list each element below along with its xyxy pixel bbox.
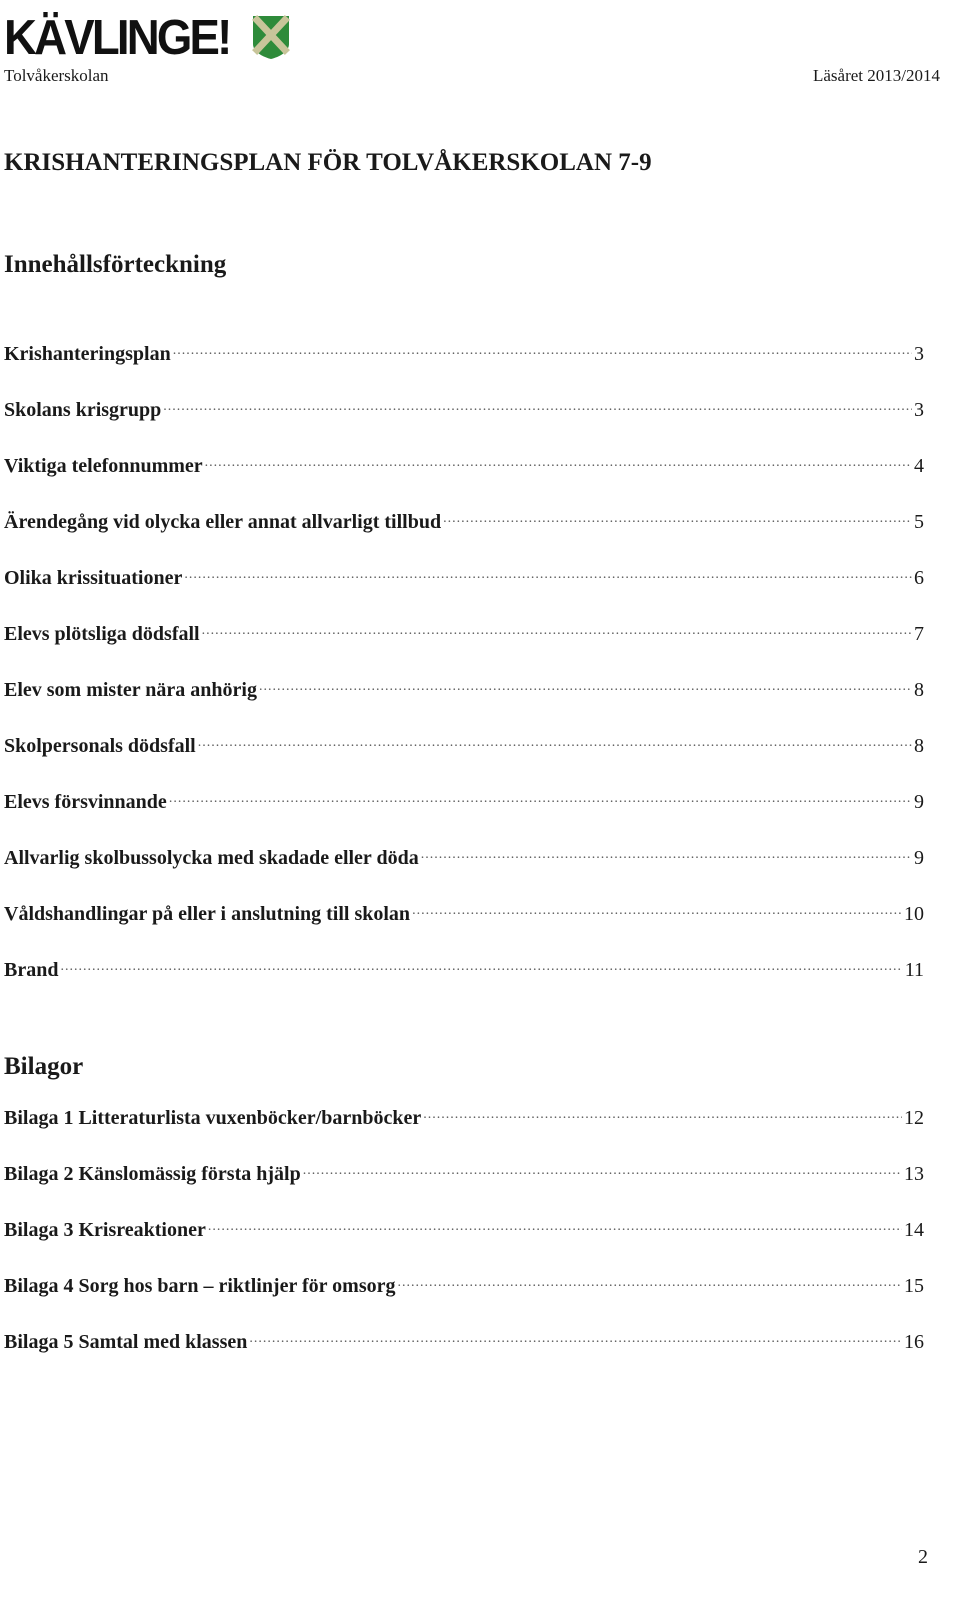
appendix-entry-page: 16 xyxy=(904,1331,924,1353)
toc-dot-leader xyxy=(163,395,912,419)
appendix-entry-title: Bilaga 2 Känslomässig första hjälp xyxy=(4,1163,301,1185)
appendix-entry-title: Bilaga 3 Krisreaktioner xyxy=(4,1219,206,1241)
appendix-entry xyxy=(4,1274,924,1330)
toc-entry xyxy=(4,846,924,902)
toc-dot-leader xyxy=(443,507,912,531)
kavlinge-cross-logo-icon xyxy=(251,14,291,60)
appendix-entry xyxy=(4,1162,924,1218)
toc-entry-page: 9 xyxy=(914,791,924,813)
toc-dot-leader xyxy=(184,563,912,587)
toc-dot-leader xyxy=(169,787,912,811)
toc-entry-page: 4 xyxy=(914,455,924,477)
toc-dot-leader xyxy=(303,1159,902,1183)
toc-entry-title: Viktiga telefonnummer xyxy=(4,455,203,477)
bilagor-heading: Bilagor xyxy=(4,1053,84,1080)
toc-entry-page: 5 xyxy=(914,511,924,533)
toc-entry-title: Elevs försvinnande xyxy=(4,791,167,813)
toc-entry-title: Skolans krisgrupp xyxy=(4,399,162,421)
appendix-entry-page: 14 xyxy=(904,1219,924,1241)
toc-entry-title: Brand xyxy=(4,959,59,981)
appendix-entry-page: 12 xyxy=(904,1107,924,1129)
toc-entry xyxy=(4,342,924,398)
kavlinge-logo xyxy=(4,4,291,64)
toc-entry-page: 8 xyxy=(914,735,924,757)
toc-dot-leader xyxy=(202,619,912,643)
toc-entry-page: 3 xyxy=(914,343,924,365)
toc-entry xyxy=(4,678,924,734)
toc-entry-title: Elev som mister nära anhörig xyxy=(4,679,257,701)
logo-wordmark: KÄVLINGE! xyxy=(4,11,230,65)
toc-heading: Innehållsförteckning xyxy=(4,251,227,278)
toc-dot-leader xyxy=(198,731,912,755)
toc-entry xyxy=(4,902,924,958)
toc-entry-page: 7 xyxy=(914,623,924,645)
page-number: 2 xyxy=(918,1546,928,1568)
appendix-entry-page: 13 xyxy=(904,1163,924,1185)
toc-dot-leader xyxy=(259,675,912,699)
toc-entry-title: Elevs plötsliga dödsfall xyxy=(4,623,200,645)
toc-dot-leader xyxy=(173,339,912,363)
toc-dot-leader xyxy=(60,955,902,979)
school-name: Tolvåkerskolan xyxy=(4,66,109,85)
appendix-entry-title: Bilaga 1 Litteraturlista vuxenböcker/barnböcker xyxy=(4,1107,422,1129)
appendix-entry-title: Bilaga 5 Samtal med klassen xyxy=(4,1331,248,1353)
toc-dot-leader xyxy=(397,1271,902,1295)
toc-dot-leader xyxy=(423,1103,902,1127)
toc-entry-title: Våldshandlingar på eller i anslutning till skolan xyxy=(4,903,411,925)
toc-dot-leader xyxy=(208,1215,902,1239)
appendix-list xyxy=(4,1106,924,1386)
toc-dot-leader xyxy=(205,451,912,475)
appendix-entry-page: 15 xyxy=(904,1275,924,1297)
toc-entry-page: 11 xyxy=(904,959,924,981)
appendix-entry xyxy=(4,1106,924,1162)
toc-entry-page: 8 xyxy=(914,679,924,701)
toc-dot-leader xyxy=(249,1327,902,1351)
toc-entry-page: 9 xyxy=(914,847,924,869)
appendix-entry-title: Bilaga 4 Sorg hos barn – riktlinjer för omsorg xyxy=(4,1275,396,1297)
toc-dot-leader xyxy=(412,899,902,923)
toc-entry-page: 6 xyxy=(914,567,924,589)
toc-entry xyxy=(4,454,924,510)
toc-entry-page: 10 xyxy=(904,903,924,925)
toc-entry-title: Allvarlig skolbussolycka med skadade eller döda xyxy=(4,847,419,869)
toc-dot-leader xyxy=(421,843,912,867)
appendix-entry xyxy=(4,1330,924,1386)
table-of-contents xyxy=(4,342,924,1014)
toc-entry-title: Ärendegång vid olycka eller annat allvarligt tillbud xyxy=(4,511,442,533)
toc-entry-title: Olika krissituationer xyxy=(4,567,183,589)
toc-entry xyxy=(4,734,924,790)
toc-entry xyxy=(4,398,924,454)
document-title: KRISHANTERINGSPLAN FÖR TOLVÅKERSKOLAN 7-9 xyxy=(4,149,652,176)
appendix-entry xyxy=(4,1218,924,1274)
toc-entry-page: 3 xyxy=(914,399,924,421)
toc-entry xyxy=(4,790,924,846)
toc-entry xyxy=(4,622,924,678)
toc-entry xyxy=(4,510,924,566)
toc-entry-title: Skolpersonals dödsfall xyxy=(4,735,196,757)
toc-entry xyxy=(4,958,924,1014)
toc-entry xyxy=(4,566,924,622)
school-year: Läsåret 2013/2014 xyxy=(813,66,940,85)
toc-entry-title: Krishanteringsplan xyxy=(4,343,171,365)
